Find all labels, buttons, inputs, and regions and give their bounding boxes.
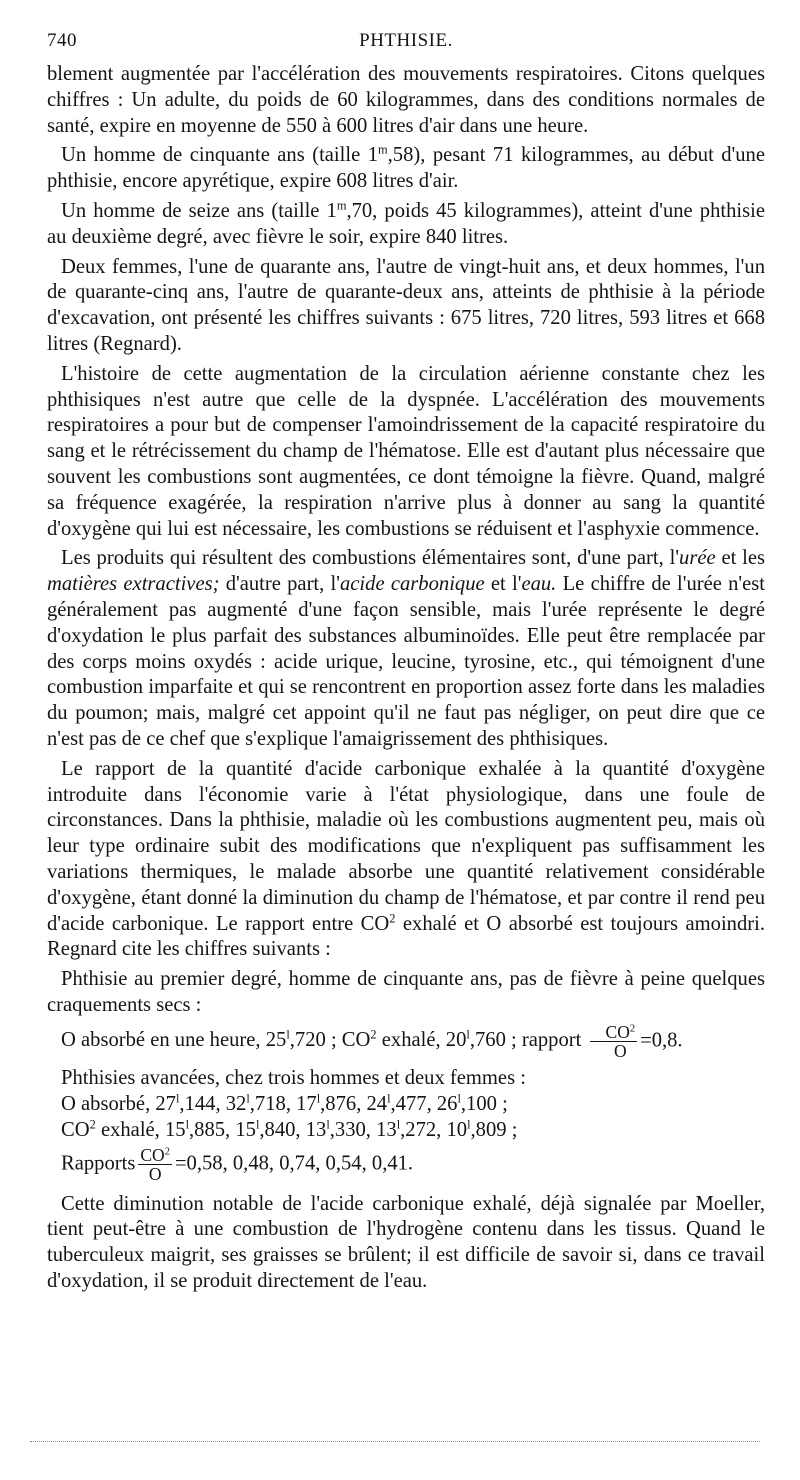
equation-result: =0,8. bbox=[640, 1029, 683, 1052]
ratios-fraction-numerator: $CO^2$ bbox=[140, 1144, 170, 1165]
fraction-denominator: O bbox=[613, 1041, 627, 1062]
advanced-cases-block bbox=[47, 1066, 765, 1183]
oxygen-absorbed-line: O absorbé, 27$^l$,144, 32$^l$,718, 17$^l$,876, 24$^l$,477, 26$^l$,100 ; bbox=[61, 1091, 508, 1116]
paragraph-2: Un homme de cinquante ans (taille 1$^m$,58), pesant 71 kilogrammes, au début d'une phthisie, encore apyrétique, expire 608 litres d'air. bbox=[47, 142, 765, 193]
ratios-line bbox=[47, 1146, 765, 1184]
paragraph-7: Le rapport de la quantité d'acide carbonique exhalée à la quantité d'oxygène introduite dans l'économie varie à l'état physiologique, dans une foule de circonstances. Dans la phthisie, maladie où les combustions augmentent peu, mais où leur type ordinaire subit des modifications que n'expliquent pas suffisamment les variations thermiques, le malade absorbe une quantité relativement considérable d'oxygène, étant donné la diminution du champ de l'hématose, et par contre il rend peu d'acide carbonique. Le rapport entre $CO^2$ exhalé et O absorbé est toujours amoindri. Regnard cite les chiffres suivants : bbox=[47, 757, 765, 961]
ratios-values: =0,58, 0,48, 0,74, 0,54, 0,41. bbox=[174, 1152, 414, 1175]
ratios-label: Rapports bbox=[61, 1152, 136, 1175]
paragraph-3: Un homme de seize ans (taille 1$^m$,70, poids 45 kilogrammes), atteint d'une phthisie au deuxième degré, avec fièvre le soir, expire 840 litres. bbox=[47, 198, 765, 248]
page-number: 740 bbox=[47, 30, 77, 51]
paragraph-4: Deux femmes, l'une de quarante ans, l'autre de vingt-huit ans, et deux hommes, l'un de quarante-cinq ans, l'autre de quarante-deux ans, atteints de phthisie à la période d'excavation, ont présenté les chiffres suivants : 675 litres, 720 litres, 593 litres et 668 litres (Regnard). bbox=[47, 255, 765, 355]
paragraph-8: Phthisie au premier degré, homme de cinquante ans, pas de fièvre à peine quelques craquements secs : bbox=[47, 968, 765, 1016]
page-body bbox=[47, 62, 765, 1295]
paragraph-11: Cette diminution notable de l'acide carbonique exhalé, déjà signalée par Moeller, tient peut-être à une combustion de l'hydrogène contenu dans les tissus. Quand le tuberculeux maigrit, ses graisses se brûlent; il est difficile de savoir si, dans ce travail d'oxydation, il se produit directement de l'eau. bbox=[47, 1192, 765, 1293]
page-header bbox=[47, 30, 765, 62]
paragraph-5: L'histoire de cette augmentation de la circulation aérienne constante chez les phthisiques n'est autre que celle de la dyspnée. L'accélération des mouvements respiratoires a pour but de compenser l'amoindrissement de la capacité respiratoire du sang et le rétrécissement du champ de l'hématose. Elle est d'autant plus nécessaire que souvent les combustions sont augmentées, ce dont témoigne la fièvre. Quand, malgré sa fréquence exagérée, la respiration n'arrive plus à donner au sang la quantité d'oxygène qui lui est nécessaire, les combustions se réduisent et l'asphyxie commence. bbox=[47, 362, 765, 540]
co2-exhaled-line: $CO^2$ exhalé, 15$^l$,885, 15$^l$,840, 13$^l$,330, 13$^l$,272, 10$^l$,809 ; bbox=[61, 1117, 518, 1142]
book-page bbox=[47, 30, 765, 1299]
paragraph-1: blement augmentée par l'accélération des mouvements respiratoires. Citons quelques chiffres : Un adulte, du poids de 60 kilogrammes, dans des conditions normales de santé, expire en moyenne de 550 à 600 litres d'air dans une heure. bbox=[47, 63, 765, 137]
paragraph-6: Les produits qui résultent des combustions élémentaires sont, d'une part, l'urée et les matières extractives; d'autre part, l'acide carbonique et l'eau. Le chiffre de l'urée n'est généralement pas augmenté d'une façon sensible, mais l'urée représente le degré d'oxydation le plus parfait des substances albuminoïdes. Elle peut être remplacée par des corps moins oxydés : acide urique, leucine, tyrosine, etc., qui témoignent d'une combustion imparfaite et qui se rencontrent en proportion assez forte dans les maladies du poumon; mais, malgré cet appoint qu'il ne faut pas négliger, on peut dire que ce n'est pas de ce chef que s'explique l'amaigrissement des phthisiques. bbox=[47, 547, 766, 750]
ratios-fraction bbox=[138, 1146, 172, 1184]
footer-dotted-rule bbox=[30, 1441, 760, 1442]
equation-lead: O absorbé en une heure, 25$^l$,720 ; $CO^2$ exhalé, 20$^l$,760 ; rapport bbox=[61, 1027, 582, 1052]
equation-first-degree bbox=[47, 1023, 765, 1061]
running-title: PHTHISIE. bbox=[359, 30, 453, 51]
ratio-fraction bbox=[590, 1023, 638, 1061]
ratios-fraction-denominator: O bbox=[148, 1164, 162, 1185]
fraction-numerator: $CO^2$ bbox=[590, 1023, 638, 1042]
advanced-intro: Phthisies avancées, chez trois hommes et deux femmes : bbox=[61, 1067, 526, 1090]
